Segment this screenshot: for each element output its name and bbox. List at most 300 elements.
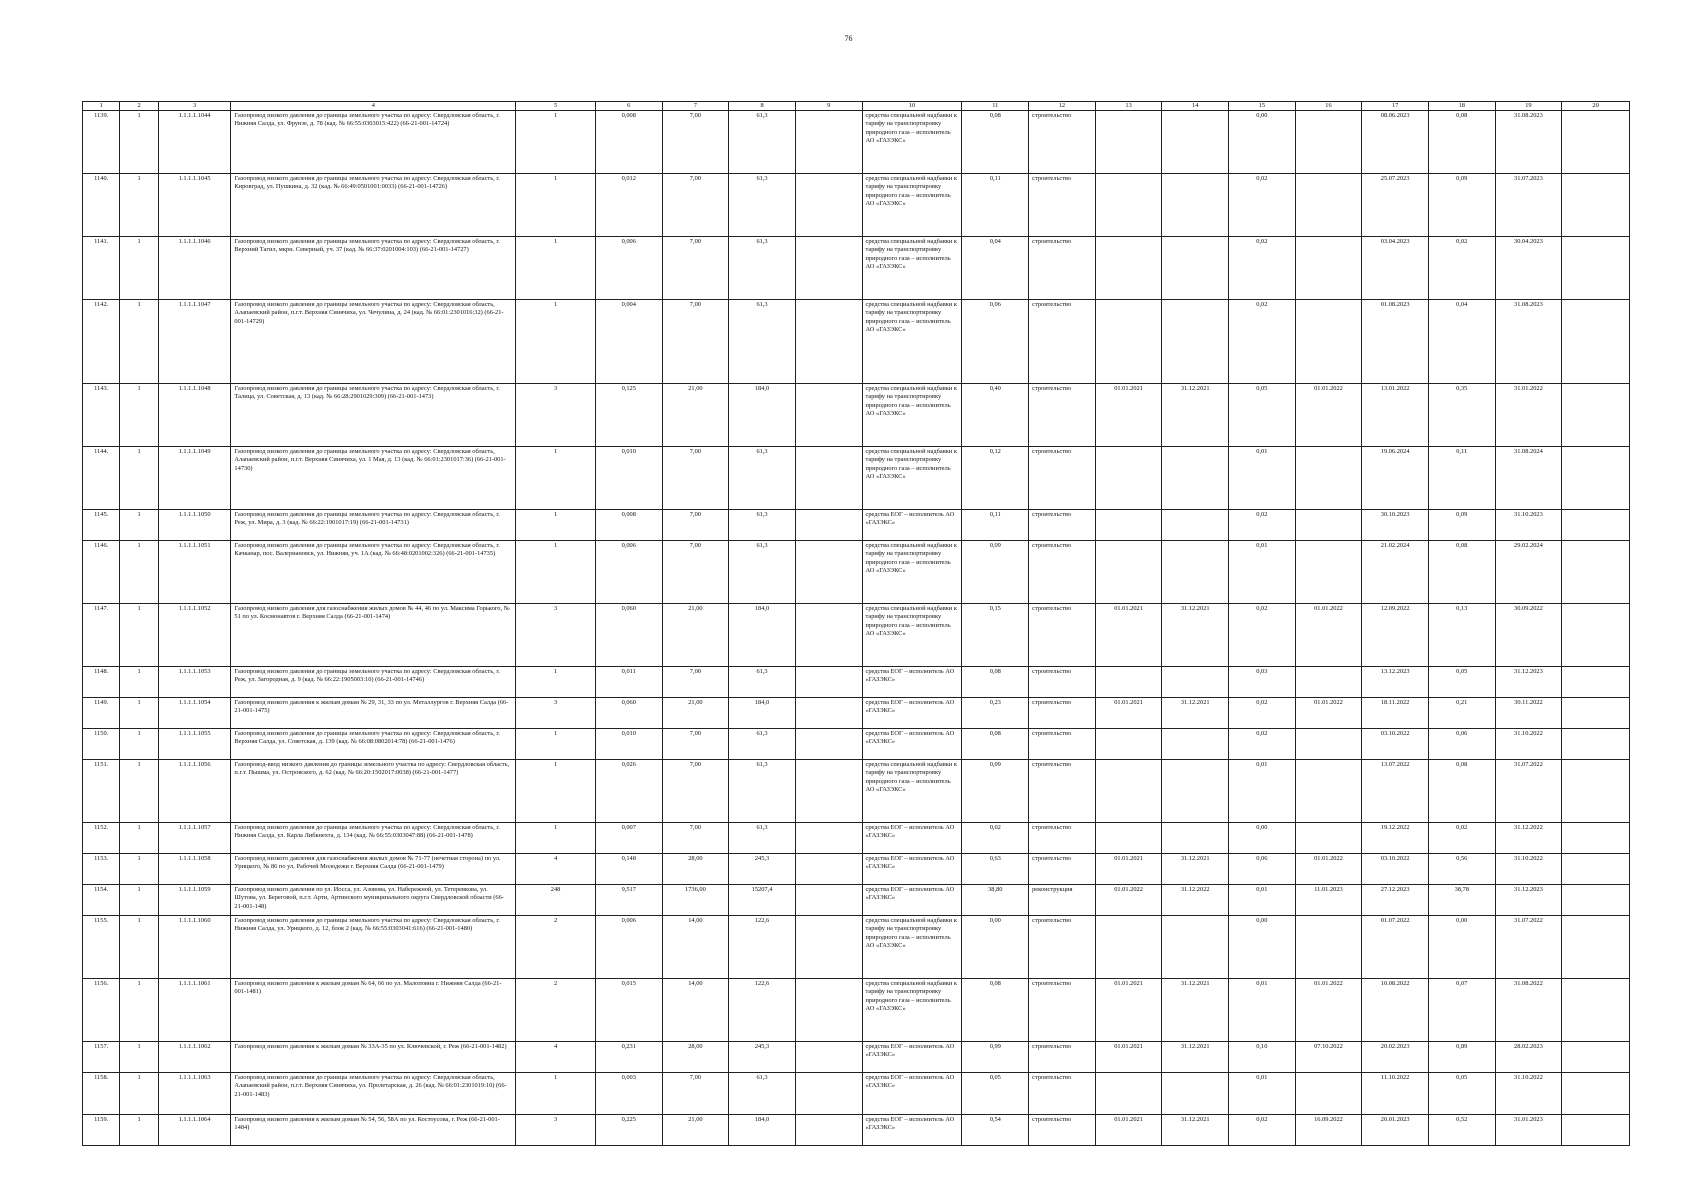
end-date-cell	[1162, 760, 1229, 823]
row-number-cell: 1149.	[83, 698, 120, 729]
project-code-cell: 1.1.1.1.1052	[158, 604, 231, 667]
funding-source-cell: средства ЕОГ – исполнитель АО «ГАЗЭКС»	[862, 510, 962, 541]
funding-source-cell: средства ЕОГ – исполнитель АО «ГАЗЭКС»	[862, 667, 962, 698]
project-code-cell: 1.1.1.1.1054	[158, 698, 231, 729]
work-type-cell: строительство	[1029, 667, 1096, 698]
project-name-cell: Газопровод низкого давления до границы земельного участка по адресу: Свердловская область, г. Талица, ул. Советская, д. 13 (кад. № 66:28:2901029:309) (66-21-001-1473)	[231, 384, 516, 447]
col-2-cell: 1	[120, 384, 158, 447]
column-number-19: 19	[1495, 102, 1562, 111]
start-date-cell	[1095, 174, 1162, 237]
table-row	[83, 1073, 1630, 1115]
funding-source-cell: средства специальной надбавки к тарифу на транспортировку природного газа – исполнитель АО «ГАЗЭКС»	[862, 604, 962, 667]
completion-date-cell: 31.07.2022	[1495, 916, 1562, 979]
capacity-cell: 61,3	[729, 174, 796, 237]
column-number-15: 15	[1229, 102, 1296, 111]
row-number-cell: 1142.	[83, 300, 120, 384]
cost-cell: 0,08	[962, 667, 1029, 698]
row-number-cell: 1144.	[83, 447, 120, 510]
row-number-cell: 1141.	[83, 237, 120, 300]
col-18-cell: 0,11	[1428, 447, 1495, 510]
diameter-cell: 7,00	[662, 667, 729, 698]
col-9-cell	[795, 510, 862, 541]
completion-date-cell: 31.12.2022	[1495, 823, 1562, 854]
completion-date-cell: 31.08.2023	[1495, 300, 1562, 384]
column-number-18: 18	[1428, 102, 1495, 111]
work-type-cell: строительство	[1029, 447, 1096, 510]
length-km-cell: 0,011	[595, 667, 662, 698]
col-9-cell	[795, 1115, 862, 1146]
project-code-cell: 1.1.1.1.1050	[158, 510, 231, 541]
completion-date-cell: 31.10.2022	[1495, 1073, 1562, 1115]
end-date-cell: 31.12.2021	[1162, 604, 1229, 667]
diameter-cell: 21,00	[662, 1115, 729, 1146]
project-code-cell: 1.1.1.1.1049	[158, 447, 231, 510]
col-16-cell	[1295, 1073, 1362, 1115]
row-number-cell: 1157.	[83, 1042, 120, 1073]
work-type-cell: строительство	[1029, 729, 1096, 760]
funding-source-cell: средства специальной надбавки к тарифу на транспортировку природного газа – исполнитель АО «ГАЗЭКС»	[862, 916, 962, 979]
diameter-cell: 14,00	[662, 916, 729, 979]
column-number-11: 11	[962, 102, 1029, 111]
funding-source-cell: средства ЕОГ – исполнитель АО «ГАЗЭКС»	[862, 1073, 962, 1115]
end-date-cell	[1162, 1073, 1229, 1115]
col-17-cell: 03.10.2022	[1362, 854, 1429, 885]
col-2-cell: 1	[120, 111, 158, 174]
length-km-cell: 0,007	[595, 823, 662, 854]
col-20-cell	[1562, 854, 1630, 885]
col-20-cell	[1562, 667, 1630, 698]
col-17-cell: 12.09.2022	[1362, 604, 1429, 667]
col-17-cell: 20.02.2023	[1362, 1042, 1429, 1073]
completion-date-cell: 29.02.2024	[1495, 541, 1562, 604]
column-number-13: 13	[1095, 102, 1162, 111]
table-row	[83, 604, 1630, 667]
project-code-cell: 1.1.1.1.1056	[158, 760, 231, 823]
start-date-cell	[1095, 237, 1162, 300]
completion-date-cell: 30.04.2023	[1495, 237, 1562, 300]
length-km-cell: 0,006	[595, 916, 662, 979]
col-20-cell	[1562, 760, 1630, 823]
capacity-cell: 61,3	[729, 823, 796, 854]
funding-source-cell: средства специальной надбавки к тарифу на транспортировку природного газа – исполнитель АО «ГАЗЭКС»	[862, 111, 962, 174]
cost-cell: 0,08	[962, 111, 1029, 174]
col-17-cell: 13.12.2023	[1362, 667, 1429, 698]
col-5-cell: 1	[516, 447, 596, 510]
col-16-cell	[1295, 823, 1362, 854]
col-15-cell: 0,02	[1229, 300, 1296, 384]
funding-source-cell: средства ЕОГ – исполнитель АО «ГАЗЭКС»	[862, 698, 962, 729]
end-date-cell: 31.12.2021	[1162, 1042, 1229, 1073]
col-2-cell: 1	[120, 979, 158, 1042]
col-2-cell: 1	[120, 237, 158, 300]
row-number-cell: 1145.	[83, 510, 120, 541]
col-15-cell: 0,01	[1229, 447, 1296, 510]
col-5-cell: 1	[516, 823, 596, 854]
col-15-cell: 0,02	[1229, 510, 1296, 541]
col-20-cell	[1562, 885, 1630, 916]
length-km-cell: 0,004	[595, 300, 662, 384]
col-16-cell: 01.01.2022	[1295, 604, 1362, 667]
cost-cell: 0,15	[962, 604, 1029, 667]
col-18-cell: 0,08	[1428, 760, 1495, 823]
table-row	[83, 541, 1630, 604]
col-16-cell	[1295, 916, 1362, 979]
col-18-cell: 0,13	[1428, 604, 1495, 667]
length-km-cell: 0,026	[595, 760, 662, 823]
col-17-cell: 11.10.2022	[1362, 1073, 1429, 1115]
project-code-cell: 1.1.1.1.1057	[158, 823, 231, 854]
col-20-cell	[1562, 916, 1630, 979]
col-17-cell: 01.07.2022	[1362, 916, 1429, 979]
col-2-cell: 1	[120, 760, 158, 823]
col-16-cell	[1295, 174, 1362, 237]
completion-date-cell: 31.07.2022	[1495, 760, 1562, 823]
col-17-cell: 27.12.2023	[1362, 885, 1429, 916]
cost-cell: 0,12	[962, 447, 1029, 510]
project-name-cell: Газопровод низкого давления до границы земельного участка по адресу: Свердловская область, г. Кировград, ул. Пушкина, д. 32 (кад. № 66:49:0501001:0033) (66-21-001-14726)	[231, 174, 516, 237]
capacity-cell: 245,3	[729, 854, 796, 885]
col-9-cell	[795, 885, 862, 916]
col-9-cell	[795, 1042, 862, 1073]
col-9-cell	[795, 237, 862, 300]
col-17-cell: 20.01.2023	[1362, 1115, 1429, 1146]
col-16-cell	[1295, 300, 1362, 384]
col-5-cell: 1	[516, 667, 596, 698]
col-20-cell	[1562, 541, 1630, 604]
work-type-cell: реконструкция	[1029, 885, 1096, 916]
row-number-cell: 1156.	[83, 979, 120, 1042]
funding-source-cell: средства специальной надбавки к тарифу на транспортировку природного газа – исполнитель АО «ГАЗЭКС»	[862, 541, 962, 604]
funding-source-cell: средства ЕОГ – исполнитель АО «ГАЗЭКС»	[862, 885, 962, 916]
column-number-12: 12	[1029, 102, 1096, 111]
row-number-cell: 1148.	[83, 667, 120, 698]
col-2-cell: 1	[120, 1115, 158, 1146]
length-km-cell: 9,517	[595, 885, 662, 916]
start-date-cell: 01.01.2021	[1095, 979, 1162, 1042]
start-date-cell	[1095, 729, 1162, 760]
table-row	[83, 729, 1630, 760]
cost-cell: 0,63	[962, 854, 1029, 885]
length-km-cell: 0,125	[595, 384, 662, 447]
end-date-cell	[1162, 447, 1229, 510]
col-15-cell: 0,02	[1229, 729, 1296, 760]
col-2-cell: 1	[120, 698, 158, 729]
cost-cell: 0,09	[962, 541, 1029, 604]
diameter-cell: 28,00	[662, 1042, 729, 1073]
column-number-16: 16	[1295, 102, 1362, 111]
funding-source-cell: средства ЕОГ – исполнитель АО «ГАЗЭКС»	[862, 1115, 962, 1146]
col-16-cell: 01.01.2022	[1295, 854, 1362, 885]
work-type-cell: строительство	[1029, 698, 1096, 729]
col-15-cell: 0,01	[1229, 885, 1296, 916]
cost-cell: 0,09	[962, 760, 1029, 823]
diameter-cell: 7,00	[662, 541, 729, 604]
col-5-cell: 3	[516, 698, 596, 729]
end-date-cell	[1162, 823, 1229, 854]
row-number-cell: 1158.	[83, 1073, 120, 1115]
col-16-cell	[1295, 760, 1362, 823]
capacity-cell: 184,0	[729, 1115, 796, 1146]
col-20-cell	[1562, 447, 1630, 510]
table-row	[83, 174, 1630, 237]
work-type-cell: строительство	[1029, 1073, 1096, 1115]
col-20-cell	[1562, 237, 1630, 300]
col-15-cell: 0,02	[1229, 237, 1296, 300]
project-name-cell: Газопровод низкого давления к жилым домам № 64, 66 по ул. Малоповна г. Нижняя Салда (66-21-001-1481)	[231, 979, 516, 1042]
project-name-cell: Газопровод низкого давления до границы земельного участка по адресу: Свердловская область, г. Нижняя Салда, ул. Карла Либкнехта, д. 134 (кад. № 66:55:0303047:88) (66-21-001-1478)	[231, 823, 516, 854]
col-5-cell: 248	[516, 885, 596, 916]
diameter-cell: 7,00	[662, 760, 729, 823]
column-number-6: 6	[595, 102, 662, 111]
project-name-cell: Газопровод низкого давления до границы земельного участка по адресу: Свердловская область, Алапаевский район, п.г.т. Верхняя Синячиха, ул. 1 Мая, д. 13 (кад. № 66:01:2301017:36) (66-21-001-14730)	[231, 447, 516, 510]
length-km-cell: 0,010	[595, 447, 662, 510]
capacity-cell: 184,0	[729, 698, 796, 729]
col-5-cell: 2	[516, 979, 596, 1042]
table-row	[83, 667, 1630, 698]
funding-source-cell: средства специальной надбавки к тарифу на транспортировку природного газа – исполнитель АО «ГАЗЭКС»	[862, 979, 962, 1042]
work-type-cell: строительство	[1029, 541, 1096, 604]
col-2-cell: 1	[120, 1042, 158, 1073]
completion-date-cell: 28.02.2023	[1495, 1042, 1562, 1073]
col-18-cell: 0,09	[1428, 174, 1495, 237]
funding-source-cell: средства ЕОГ – исполнитель АО «ГАЗЭКС»	[862, 1042, 962, 1073]
diameter-cell: 28,00	[662, 854, 729, 885]
funding-source-cell: средства ЕОГ – исполнитель АО «ГАЗЭКС»	[862, 823, 962, 854]
diameter-cell: 21,00	[662, 384, 729, 447]
row-number-cell: 1140.	[83, 174, 120, 237]
project-code-cell: 1.1.1.1.1061	[158, 979, 231, 1042]
row-number-cell: 1146.	[83, 541, 120, 604]
work-type-cell: строительство	[1029, 760, 1096, 823]
length-km-cell: 0,008	[595, 510, 662, 541]
start-date-cell: 01.01.2021	[1095, 384, 1162, 447]
length-km-cell: 0,015	[595, 979, 662, 1042]
work-type-cell: строительство	[1029, 1042, 1096, 1073]
col-2-cell: 1	[120, 510, 158, 541]
end-date-cell	[1162, 729, 1229, 760]
col-17-cell: 03.04.2023	[1362, 237, 1429, 300]
col-17-cell: 25.07.2023	[1362, 174, 1429, 237]
project-code-cell: 1.1.1.1.1047	[158, 300, 231, 384]
col-9-cell	[795, 111, 862, 174]
completion-date-cell: 31.10.2022	[1495, 854, 1562, 885]
col-2-cell: 1	[120, 885, 158, 916]
length-km-cell: 0,148	[595, 854, 662, 885]
col-5-cell: 4	[516, 854, 596, 885]
table-row	[83, 237, 1630, 300]
diameter-cell: 7,00	[662, 174, 729, 237]
diameter-cell: 7,00	[662, 300, 729, 384]
col-9-cell	[795, 760, 862, 823]
col-15-cell: 0,00	[1229, 111, 1296, 174]
capacity-cell: 184,0	[729, 384, 796, 447]
project-name-cell: Газопровод низкого давления до границы земельного участка по адресу: Свердловская область, г. Верхняя Салда, ул. Советская, д. 139 (кад. № 66:08:0802014:78) (66-21-001-1476)	[231, 729, 516, 760]
end-date-cell	[1162, 174, 1229, 237]
col-17-cell: 19.06.2024	[1362, 447, 1429, 510]
col-20-cell	[1562, 174, 1630, 237]
capacity-cell: 61,3	[729, 541, 796, 604]
work-type-cell: строительство	[1029, 237, 1096, 300]
capacity-cell: 61,3	[729, 760, 796, 823]
row-number-cell: 1143.	[83, 384, 120, 447]
table-row	[83, 447, 1630, 510]
col-5-cell: 1	[516, 510, 596, 541]
funding-source-cell: средства специальной надбавки к тарифу на транспортировку природного газа – исполнитель АО «ГАЗЭКС»	[862, 384, 962, 447]
col-20-cell	[1562, 1115, 1630, 1146]
col-15-cell: 0,01	[1229, 760, 1296, 823]
col-5-cell: 1	[516, 760, 596, 823]
project-name-cell: Газопровод низкого давления для газоснабжения жилых домов № 71-77 (нечетная сторона) по ул. Урицкого, № 86 по ул. Рабочей Молодежи г. Верхняя Салда (66-21-001-1479)	[231, 854, 516, 885]
col-5-cell: 1	[516, 729, 596, 760]
col-15-cell: 0,01	[1229, 541, 1296, 604]
col-18-cell: 0,56	[1428, 854, 1495, 885]
col-5-cell: 4	[516, 1042, 596, 1073]
funding-source-cell: средства специальной надбавки к тарифу на транспортировку природного газа – исполнитель АО «ГАЗЭКС»	[862, 447, 962, 510]
project-name-cell: Газопровод низкого давления до границы земельного участка по адресу: Свердловская область, г. Качканар, пос. Валериановск, ул. Нижняя, уч. 1А (кад. № 66:48:0201002:326) (66-21-001-14735)	[231, 541, 516, 604]
diameter-cell: 7,00	[662, 1073, 729, 1115]
column-number-4: 4	[231, 102, 516, 111]
col-18-cell: 0,00	[1428, 916, 1495, 979]
end-date-cell	[1162, 916, 1229, 979]
col-18-cell: 0,06	[1428, 729, 1495, 760]
col-9-cell	[795, 384, 862, 447]
col-9-cell	[795, 447, 862, 510]
capacity-cell: 15207,4	[729, 885, 796, 916]
table-row	[83, 885, 1630, 916]
col-17-cell: 18.11.2022	[1362, 698, 1429, 729]
completion-date-cell: 31.01.2022	[1495, 384, 1562, 447]
end-date-cell	[1162, 237, 1229, 300]
project-name-cell: Газопровод низкого давления по ул. Иосса, ул. Азовова, ул. Набережной, ул. Тетеревкова, ул. Шутова, ул. Береговой, п.г.т. Арти, Артинского муниципального округа Свердловской области (66-21-001-148)	[231, 885, 516, 916]
col-5-cell: 1	[516, 111, 596, 174]
funding-source-cell: средства специальной надбавки к тарифу на транспортировку природного газа – исполнитель АО «ГАЗЭКС»	[862, 237, 962, 300]
cost-cell: 0,11	[962, 510, 1029, 541]
end-date-cell	[1162, 510, 1229, 541]
start-date-cell	[1095, 916, 1162, 979]
column-number-3: 3	[158, 102, 231, 111]
table-row	[83, 823, 1630, 854]
col-17-cell: 01.08.2023	[1362, 300, 1429, 384]
length-km-cell: 0,060	[595, 698, 662, 729]
table-row	[83, 510, 1630, 541]
col-9-cell	[795, 541, 862, 604]
col-18-cell: 0,52	[1428, 1115, 1495, 1146]
work-type-cell: строительство	[1029, 1115, 1096, 1146]
col-20-cell	[1562, 979, 1630, 1042]
project-code-cell: 1.1.1.1.1055	[158, 729, 231, 760]
project-name-cell: Газопровод-ввод низкого давления до границы земельного участка по адресу: Свердловская область, п.г.т. Пышма, ул. Островского, д. 62 (кад. № 66:20:1502017:0038) (66-21-001-1477)	[231, 760, 516, 823]
row-number-cell: 1139.	[83, 111, 120, 174]
cost-cell: 0,05	[962, 1073, 1029, 1115]
col-16-cell	[1295, 237, 1362, 300]
cost-cell: 0,11	[962, 174, 1029, 237]
cost-cell: 0,08	[962, 979, 1029, 1042]
project-name-cell: Газопровод низкого давления до границы земельного участка по адресу: Свердловская область, г. Нижняя Салда, ул. Фрунзе, д. 78 (кад. № 66:55:0303015:422) (66-21-001-14724)	[231, 111, 516, 174]
diameter-cell: 7,00	[662, 111, 729, 174]
work-type-cell: строительство	[1029, 916, 1096, 979]
capacity-cell: 61,3	[729, 729, 796, 760]
column-number-row	[83, 102, 1630, 111]
cost-cell: 0,02	[962, 823, 1029, 854]
end-date-cell: 31.12.2021	[1162, 384, 1229, 447]
start-date-cell	[1095, 300, 1162, 384]
completion-date-cell: 30.09.2022	[1495, 604, 1562, 667]
project-code-cell: 1.1.1.1.1053	[158, 667, 231, 698]
col-20-cell	[1562, 823, 1630, 854]
col-5-cell: 1	[516, 174, 596, 237]
cost-cell: 0,99	[962, 1042, 1029, 1073]
end-date-cell	[1162, 667, 1229, 698]
project-code-cell: 1.1.1.1.1044	[158, 111, 231, 174]
work-type-cell: строительство	[1029, 174, 1096, 237]
col-9-cell	[795, 604, 862, 667]
completion-date-cell: 31.01.2023	[1495, 1115, 1562, 1146]
col-18-cell: 0,09	[1428, 510, 1495, 541]
col-18-cell: 0,08	[1428, 111, 1495, 174]
capacity-cell: 61,3	[729, 237, 796, 300]
col-17-cell: 30.10.2023	[1362, 510, 1429, 541]
col-5-cell: 3	[516, 384, 596, 447]
table-row	[83, 854, 1630, 885]
col-17-cell: 19.12.2022	[1362, 823, 1429, 854]
end-date-cell	[1162, 541, 1229, 604]
project-name-cell: Газопровод низкого давления к жилым домам № 54, 56, 58А по ул. Костоусова, г. Реж (66-21-001-1484)	[231, 1115, 516, 1146]
col-15-cell: 0,02	[1229, 604, 1296, 667]
length-km-cell: 0,225	[595, 1115, 662, 1146]
col-20-cell	[1562, 729, 1630, 760]
col-15-cell: 0,02	[1229, 698, 1296, 729]
col-16-cell	[1295, 111, 1362, 174]
start-date-cell: 01.01.2021	[1095, 854, 1162, 885]
col-18-cell: 0,02	[1428, 237, 1495, 300]
diameter-cell: 21,00	[662, 604, 729, 667]
col-9-cell	[795, 174, 862, 237]
col-18-cell: 38,78	[1428, 885, 1495, 916]
col-17-cell: 08.06.2023	[1362, 111, 1429, 174]
col-16-cell: 01.01.2022	[1295, 979, 1362, 1042]
col-17-cell: 21.02.2024	[1362, 541, 1429, 604]
funding-source-cell: средства ЕОГ – исполнитель АО «ГАЗЭКС»	[862, 854, 962, 885]
capacity-cell: 184,0	[729, 604, 796, 667]
end-date-cell: 31.12.2021	[1162, 698, 1229, 729]
project-name-cell: Газопровод низкого давления до границы земельного участка по адресу: Свердловская область, г. Реж, ул. Загородная, д. 9 (кад. № 66:22:1905003:10) (66-21-001-14746)	[231, 667, 516, 698]
project-code-cell: 1.1.1.1.1062	[158, 1042, 231, 1073]
col-18-cell: 0,05	[1428, 667, 1495, 698]
start-date-cell	[1095, 823, 1162, 854]
work-type-cell: строительство	[1029, 854, 1096, 885]
project-code-cell: 1.1.1.1.1048	[158, 384, 231, 447]
col-2-cell: 1	[120, 174, 158, 237]
start-date-cell: 01.01.2021	[1095, 698, 1162, 729]
completion-date-cell: 31.08.2022	[1495, 979, 1562, 1042]
col-18-cell: 0,35	[1428, 384, 1495, 447]
col-2-cell: 1	[120, 916, 158, 979]
col-16-cell: 01.01.2022	[1295, 698, 1362, 729]
col-2-cell: 1	[120, 823, 158, 854]
capacity-cell: 122,6	[729, 979, 796, 1042]
length-km-cell: 0,060	[595, 604, 662, 667]
diameter-cell: 21,00	[662, 698, 729, 729]
cost-cell: 0,23	[962, 698, 1029, 729]
column-number-2: 2	[120, 102, 158, 111]
completion-date-cell: 30.11.2022	[1495, 698, 1562, 729]
col-2-cell: 1	[120, 667, 158, 698]
table-row	[83, 979, 1630, 1042]
col-2-cell: 1	[120, 1073, 158, 1115]
col-16-cell	[1295, 510, 1362, 541]
table-row	[83, 760, 1630, 823]
project-code-cell: 1.1.1.1.1051	[158, 541, 231, 604]
